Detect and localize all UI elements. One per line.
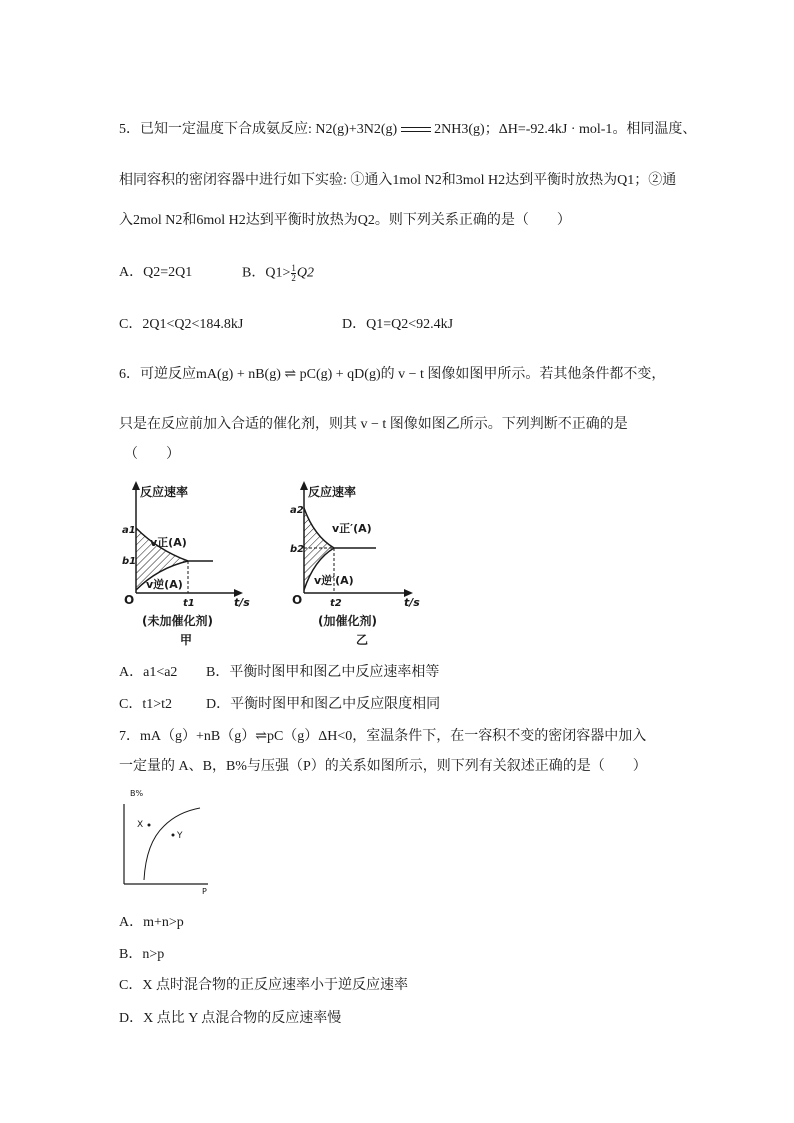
label-a2: a2 [290,505,304,516]
q6-option-b: B．平衡时图甲和图乙中反应速率相等 [206,665,440,680]
q5-line-2: 相同容积的密闭容器中进行如下实验: ①通入1mol N2和3mol H2达到平衡时放热为Q1；②通 [119,173,677,188]
b-percent-curve [144,808,200,880]
q7-graph [116,788,226,898]
q7-line-1: 7．mA（g）+nB（g）⇌pC（g）ΔH<0，室温条件下，在一容积不变的密闭容器中加入 [119,729,647,744]
label-xunit: t/s [234,596,250,609]
label-point-y: Y [177,831,183,841]
q5-option-c: C．2Q1<Q2<184.8kJ [119,317,244,332]
label-xunit: t/s [404,596,420,609]
label-fwd: v正(A) [150,536,187,549]
q6-line-1: 6．可逆反应mA(g) + nB(g) ⇌ pC(g) + qD(g)的 v − t 图像如图甲所示。若其他条件都不变， [119,367,666,382]
label-t1: t1 [183,598,195,609]
q5-equation-product: 2NH3(g)；ΔH=-92.4kJ · mol-1 [434,122,613,137]
fig-ylabel: 反应速率 [308,485,357,499]
figure-yi [286,478,436,658]
y-arrow-icon [132,481,140,490]
q6-line-3: （ ） [124,447,180,462]
figure-jia [118,478,258,658]
q5-option-a: A．Q2=2Q1 [119,265,193,280]
q5-equation-reactants: N2(g)+3N2(g) [315,122,398,137]
q5-line-1 [119,121,696,139]
q6-option-d: D．平衡时图甲和图乙中反应限度相同 [206,697,441,712]
graph-xlabel: P [202,887,207,896]
figure-name: 甲 [180,633,193,647]
q7-option-b: B．n>p [119,947,165,962]
graph-ylabel: B% [130,789,144,798]
q7-option-c: C．X 点时混合物的正反应速率小于逆反应速率 [119,978,408,993]
q5-option-d: D．Q1=Q2<92.4kJ [342,317,454,332]
equilibrium-arrow-icon [401,126,431,134]
fig-ylabel: 反应速率 [140,485,189,499]
label-t2: t2 [330,598,342,609]
q7-option-d: D．X 点比 Y 点混合物的反应速率慢 [119,1011,342,1026]
label-rev: v逆′(A) [314,574,354,587]
q6-option-c: C．t1>t2 [119,697,173,712]
label-rev: v逆(A) [146,578,183,591]
q5-text-b: 。相同温度、 [612,122,697,137]
point-y [172,834,175,837]
point-x [148,824,151,827]
label-a1: a1 [122,525,136,536]
q7-option-a: A．m+n>p [119,915,184,930]
q5-option-b-post: Q2 [296,265,314,281]
q5-line-3: 入2mol N2和6mol H2达到平衡时放热为Q2。则下列关系正确的是（ ） [119,213,571,228]
label-b2: b2 [290,544,305,555]
q5-option-b [242,264,314,283]
q7-line-2: 一定量的 A、B，B%与压强（P）的关系如图所示，则下列有关叙述正确的是（ ） [119,759,647,774]
label-b1: b1 [122,556,137,567]
y-arrow-icon [300,481,308,490]
label-point-x: X [137,820,144,830]
caption: (未加催化剂) [142,614,213,628]
figure-name: 乙 [356,633,369,647]
label-fwd: v正′(A) [332,522,372,535]
caption: (加催化剂) [318,614,377,628]
q5-number: 5． [119,122,140,137]
label-origin: O [124,593,135,607]
q5-text-a: 已知一定温度下合成氨反应: [140,122,312,137]
q6-option-a: A．a1<a2 [119,665,178,680]
label-origin: O [292,593,303,607]
q5-option-b-pre: B．Q1> [242,265,291,281]
one-half-fraction: $\frac{1}{2}$ [291,263,296,283]
q6-line-2: 只是在反应前加入合适的催化剂，则其 v − t 图像如图乙所示。下列判断不正确的是 [119,417,628,432]
